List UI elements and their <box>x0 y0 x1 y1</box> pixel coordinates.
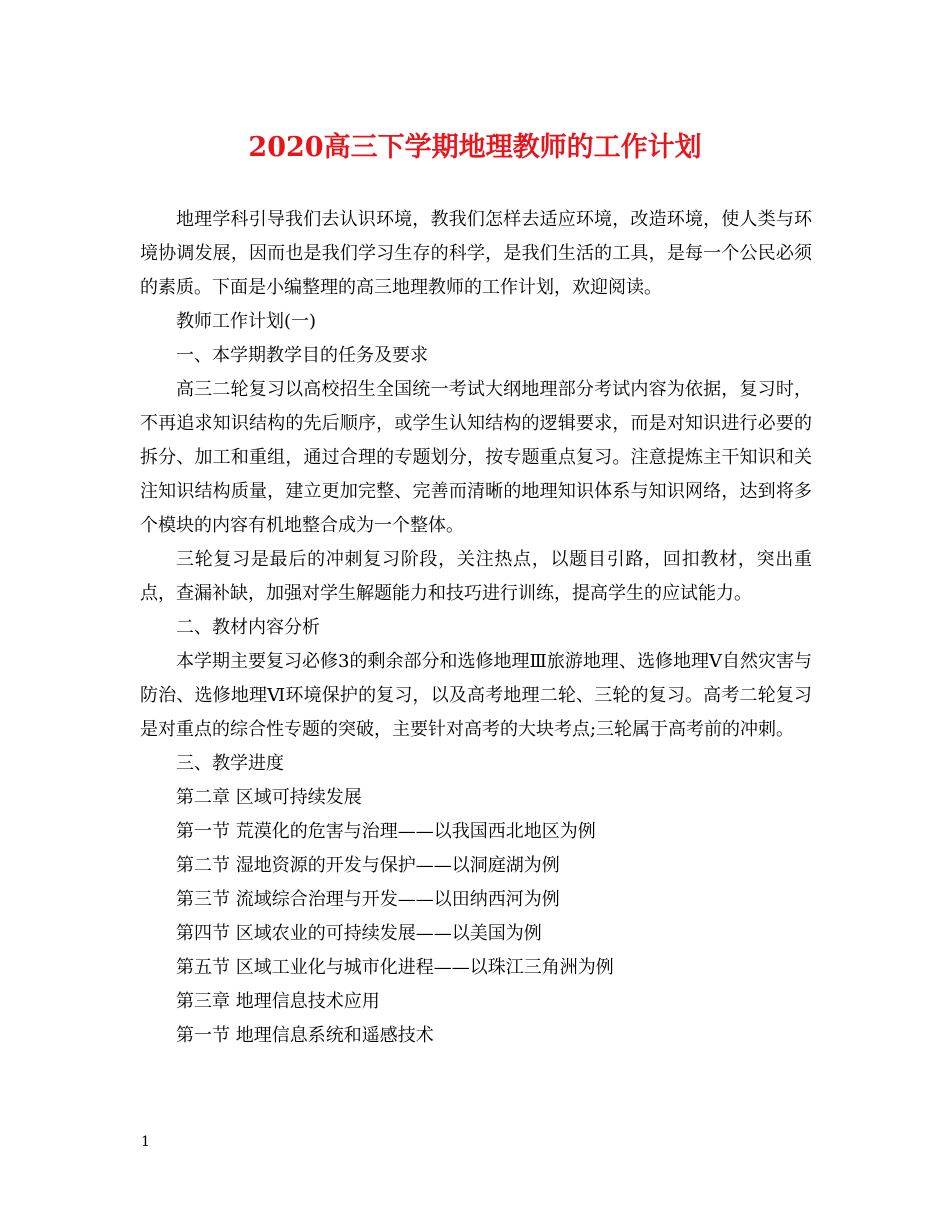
document-title: 2020高三下学期地理教师的工作计划 <box>248 132 702 163</box>
section-item: 第一节 荒漠化的危害与治理——以我国西北地区为例 <box>176 821 596 842</box>
section-item: 第四节 区域农业的可持续发展——以美国为例 <box>176 923 542 944</box>
plan-heading: 教师工作计划(一) <box>176 311 317 332</box>
paragraph-review-2: 高三二轮复习以高校招生全国统一考试大纲地理部分考试内容为依据，复习时，不再追求知识结构的先后顺序，或学生认知结构的逻辑要求，而是对知识进行必要的拆分、加工和重组，通过合理的专题划分，按专题重点复习。注意提炼主干知识和关注知识结构质量，建立更加完整、完善而清晰的地理知识体系与知识网络，达到将多个模块的内容有机地整合成为一个整体。 <box>140 379 812 536</box>
section-item: 第二节 湿地资源的开发与保护——以洞庭湖为例 <box>176 855 560 876</box>
paragraph-review-3: 三轮复习是最后的冲刺复习阶段，关注热点，以题目引路，回扣教材，突出重点，查漏补缺，加强对学生解题能力和技巧进行训练，提高学生的应试能力。 <box>140 549 812 604</box>
page-number: 1 <box>141 1134 150 1150</box>
paragraph-content-analysis: 本学期主要复习必修3的剩余部分和选修地理Ⅲ旅游地理、选修地理Ⅴ自然灾害与防治、选修地理Ⅵ环境保护的复习，以及高考地理二轮、三轮的复习。高考二轮复习是对重点的综合性专题的突破，主要针对高考的大块考点;三轮属于高考前的冲刺。 <box>140 651 812 740</box>
section-item: 第三节 流域综合治理与开发——以田纳西河为例 <box>176 889 560 910</box>
section-item: 第一节 地理信息系统和遥感技术 <box>176 1025 434 1046</box>
chapter-heading: 第三章 地理信息技术应用 <box>176 991 380 1012</box>
document-body <box>140 203 812 1053</box>
intro-paragraph: 地理学科引导我们去认识环境，教我们怎样去适应环境，改造环境，使人类与环境协调发展，因而也是我们学习生存的科学，是我们生活的工具，是每一个公民必须的素质。下面是小编整理的高三地理教师的工作计划，欢迎阅读。 <box>140 209 812 298</box>
chapter-heading: 第二章 区域可持续发展 <box>176 787 362 808</box>
section-item: 第五节 区域工业化与城市化进程——以珠江三角洲为例 <box>176 957 614 978</box>
section-heading-2: 二、教材内容分析 <box>176 617 320 638</box>
section-heading-1: 一、本学期教学目的任务及要求 <box>176 345 428 366</box>
section-heading-3: 三、教学进度 <box>176 753 284 774</box>
